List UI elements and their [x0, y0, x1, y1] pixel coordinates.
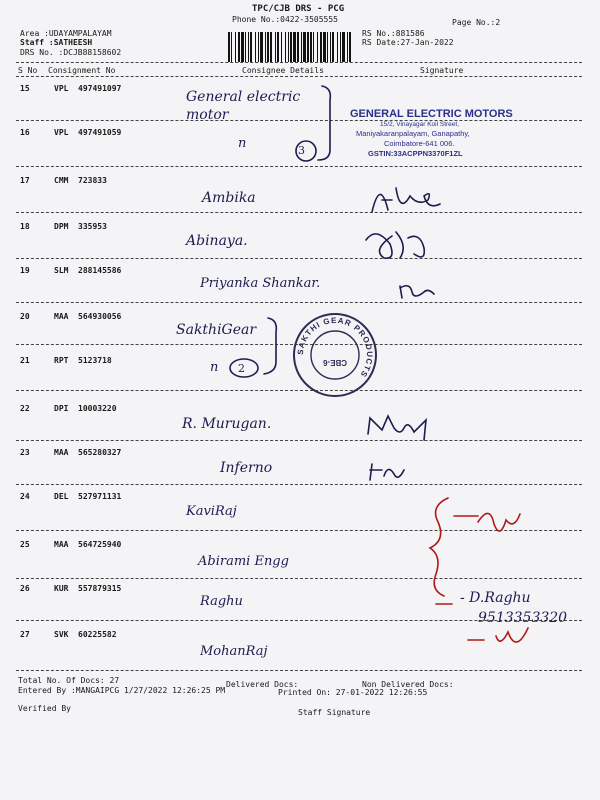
- signature-priyanka: [400, 286, 434, 298]
- row-sno: 26: [20, 584, 30, 593]
- signature-inferno: [370, 464, 404, 480]
- barcode-bar: [340, 32, 341, 62]
- consignee-handwritten: Priyanka Shankar.: [200, 276, 321, 291]
- row-sno: 19: [20, 266, 30, 275]
- raghu-note: - D.Raghu: [460, 590, 531, 606]
- row-sno: 17: [20, 176, 30, 185]
- col-consignee: Consignee Details: [242, 66, 324, 75]
- barcode-bar: [231, 32, 232, 62]
- row-number: 60225582: [78, 630, 117, 639]
- row-number: 288145586: [78, 266, 122, 275]
- row-sno: 20: [20, 312, 30, 321]
- bracket-count-1: 3: [298, 144, 305, 157]
- seal-ring-text: SAKTHI GEAR PRODUCTS: [295, 315, 375, 380]
- raghu-phone: 9513353320: [478, 610, 568, 626]
- row-code: MAA: [54, 540, 69, 549]
- row-number: 497491059: [78, 128, 122, 137]
- row-number: 723833: [78, 176, 107, 185]
- bracket-mark: [264, 318, 276, 374]
- stamp-address-line2: Maniyakaranpalayam, Ganapathy,: [356, 129, 470, 138]
- row-sno: 23: [20, 448, 30, 457]
- stamp-company-name: GENERAL ELECTRIC MOTORS: [350, 108, 513, 120]
- barcode-bar: [260, 32, 263, 62]
- barcode-bar: [275, 32, 276, 62]
- stamp-address-line3: Coimbatore-641 006.: [384, 139, 455, 148]
- barcode-bar: [349, 32, 351, 62]
- consignee-handwritten: n: [210, 360, 219, 375]
- consignee-handwritten: MohanRaj: [200, 644, 268, 659]
- round-seal: [290, 310, 380, 400]
- row-number: 557879315: [78, 584, 122, 593]
- seal-center-text: CBE-6: [322, 358, 348, 367]
- bracket-mark: [318, 86, 330, 160]
- row-code: KUR: [54, 584, 69, 593]
- printed-on: Printed On: 27-01-2022 12:26:55: [278, 688, 428, 697]
- row-sno: 22: [20, 404, 30, 413]
- row-sno: 27: [20, 630, 30, 639]
- row-sno: 24: [20, 492, 30, 501]
- phone-number: Phone No.:0422-3505555: [232, 15, 338, 24]
- barcode-bar: [255, 32, 256, 62]
- row-code: DEL: [54, 492, 69, 501]
- row-code: DPM: [54, 222, 69, 231]
- row-number: 564930056: [78, 312, 122, 321]
- barcode-bar: [303, 32, 306, 62]
- row-sno: 15: [20, 84, 30, 93]
- delivered-docs: Delivered Docs:: [226, 680, 299, 689]
- row-code: RPT: [54, 356, 69, 365]
- col-sno: S No: [18, 66, 38, 75]
- stamp-gstin: GSTIN:33ACPPN3370F1ZL: [368, 149, 463, 158]
- row-code: VPL: [54, 128, 69, 137]
- row-code: SLM: [54, 266, 69, 275]
- staff-signature: Staff Signature: [298, 708, 371, 717]
- drs-number: DRS No. :DCJB88158602: [20, 48, 122, 57]
- row-number: 564725940: [78, 540, 122, 549]
- red-signature: [496, 628, 528, 642]
- consignee-handwritten: Abinaya.: [186, 233, 248, 249]
- col-consignment: Consignment No: [48, 66, 116, 75]
- bracket-count-2: 2: [238, 362, 245, 375]
- barcode-bar: [317, 32, 318, 62]
- row-code: CMM: [54, 176, 69, 185]
- signature-abinaya: [366, 232, 424, 258]
- verified-by: Verified By: [18, 704, 71, 713]
- barcode-bar: [235, 32, 236, 62]
- row-code: VPL: [54, 84, 69, 93]
- area-label: Area :UDAYAMPALAYAM: [20, 29, 112, 38]
- row-code: DPI: [54, 404, 69, 413]
- barcode: [228, 32, 352, 62]
- barcode-bar: [265, 32, 266, 62]
- barcode-bar: [330, 32, 331, 62]
- row-divider: [16, 530, 582, 531]
- barcode-bar: [248, 32, 249, 62]
- consignee-handwritten: KaviRaj: [186, 504, 237, 519]
- rs-date: RS Date:27-Jan-2022: [362, 38, 454, 47]
- barcode-bar: [342, 32, 345, 62]
- barcode-bar: [323, 32, 326, 62]
- barcode-bar: [327, 32, 328, 62]
- row-divider: [16, 258, 582, 259]
- row-divider: [16, 578, 582, 579]
- row-number: 5123718: [78, 356, 112, 365]
- row-code: MAA: [54, 312, 69, 321]
- divider: [16, 62, 582, 63]
- barcode-bar: [320, 32, 322, 62]
- barcode-bar: [270, 32, 272, 62]
- row-divider: [16, 440, 582, 441]
- barcode-bar: [307, 32, 309, 62]
- red-brace: [430, 498, 448, 596]
- red-signature: [478, 513, 520, 531]
- consignee-handwritten: Ambika: [202, 190, 256, 206]
- barcode-bar: [297, 32, 299, 62]
- stamp-address-line1: 15/2, Vinayagar Koil Street,: [380, 121, 460, 128]
- barcode-bar: [241, 32, 244, 62]
- consignee-handwritten: n: [238, 136, 247, 151]
- barcode-bar: [332, 32, 334, 62]
- row-sno: 18: [20, 222, 30, 231]
- barcode-bar: [310, 32, 312, 62]
- staff-label: Staff :SATHEESH: [20, 38, 93, 47]
- row-divider: [16, 302, 582, 303]
- rs-number: RS No.:881586: [362, 29, 425, 38]
- divider: [16, 76, 582, 77]
- row-number: 497491097: [78, 84, 122, 93]
- row-divider: [16, 120, 582, 121]
- barcode-bar: [313, 32, 314, 62]
- barcode-bar: [347, 32, 348, 62]
- barcode-bar: [301, 32, 302, 62]
- row-code: MAA: [54, 448, 69, 457]
- barcode-bar: [258, 32, 259, 62]
- row-number: 527971131: [78, 492, 122, 501]
- barcode-bar: [238, 32, 240, 62]
- row-number: 565280327: [78, 448, 122, 457]
- barcode-bar: [277, 32, 279, 62]
- row-divider: [16, 670, 582, 671]
- consignee-handwritten: R. Murugan.: [182, 416, 272, 432]
- barcode-bar: [250, 32, 252, 62]
- row-sno: 16: [20, 128, 30, 137]
- row-divider: [16, 484, 582, 485]
- consignee-handwritten: Abirami Engg: [198, 554, 289, 569]
- barcode-bar: [285, 32, 286, 62]
- row-code: SVK: [54, 630, 69, 639]
- consignee-handwritten: Inferno: [220, 460, 273, 476]
- document-title: TPC/CJB DRS - PCG: [252, 4, 345, 14]
- barcode-bar: [288, 32, 289, 62]
- row-number: 335953: [78, 222, 107, 231]
- barcode-bar: [245, 32, 246, 62]
- barcode-bar: [228, 32, 230, 62]
- barcode-bar: [337, 32, 338, 62]
- col-signature: Signature: [420, 66, 464, 75]
- consignee-handwritten: SakthiGear: [176, 322, 257, 338]
- barcode-bar: [293, 32, 296, 62]
- consignee-handwritten: Raghu: [200, 594, 243, 609]
- barcode-bar: [267, 32, 269, 62]
- entered-by: Entered By :MANGAIPCG 1/27/2022 12:26:25 PM: [18, 686, 226, 695]
- total-docs: Total No. Of Docs: 27: [18, 676, 120, 685]
- signature-murugan: [368, 416, 426, 440]
- row-sno: 21: [20, 356, 30, 365]
- row-sno: 25: [20, 540, 30, 549]
- signature-ambika: [372, 188, 440, 212]
- barcode-bar: [290, 32, 292, 62]
- row-number: 10003220: [78, 404, 117, 413]
- row-divider: [16, 212, 582, 213]
- row-divider: [16, 166, 582, 167]
- non-delivered-docs: Non Delivered Docs:: [362, 680, 454, 689]
- consignee-handwritten: General electric motor: [186, 89, 301, 123]
- page-number: Page No.:2: [452, 18, 501, 27]
- barcode-bar: [281, 32, 282, 62]
